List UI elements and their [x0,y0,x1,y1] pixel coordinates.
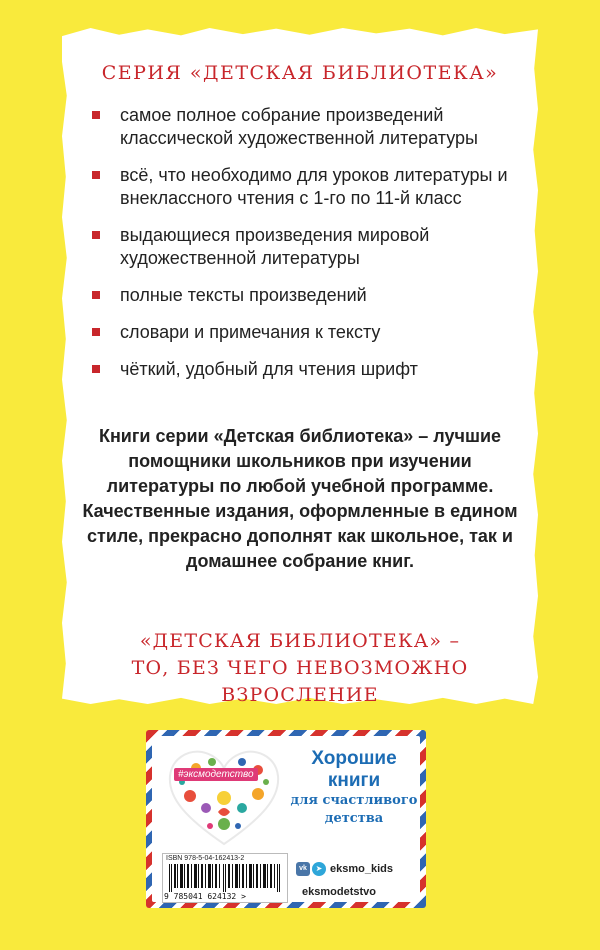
feature-text: самое полное собрание произведений классической художественной литературы [120,105,478,148]
list-item [92,104,522,150]
slogan-line: ТО, БЕЗ ЧЕГО НЕВОЗМОЖНО ВЗРОСЛЕНИЕ [131,657,469,706]
feature-list [92,104,522,395]
bullet-icon [92,171,100,179]
publisher-card [146,730,426,908]
isbn-text: ISBN 978-5-04-162413-2 [166,855,245,862]
card-slogan-line: детства [324,811,384,826]
feature-text: всё, что необходимо для уроков литературы и внеклассного чтения с 1-го по 11-й класс [120,165,508,208]
bullet-icon [92,111,100,119]
feature-text: полные тексты произведений [120,285,367,305]
telegram-icon: ➤ [312,862,326,876]
isbn-barcode [162,853,288,903]
hashtag-label: #эксмодетство [174,768,258,781]
list-item [92,224,522,270]
bullet-icon [92,231,100,239]
heart-icon [166,748,282,848]
bullet-icon [92,328,100,336]
vk-icon: vk [296,862,310,876]
social-links [296,862,393,876]
social-handle: eksmo_kids [330,862,393,875]
series-title: СЕРИЯ «ДЕТСКАЯ БИБЛИОТЕКА» [101,62,499,84]
list-item [92,358,522,381]
barcode-digits: 9 785041 624132 > [164,892,246,901]
bullet-icon [92,291,100,299]
list-item [92,284,522,307]
feature-text: чёткий, удобный для чтения шрифт [120,359,418,379]
list-item [92,164,522,210]
card-slogan-line: книги [327,770,381,791]
card-slogan-line: для счастливого [290,793,418,808]
barcode-icon [167,864,283,892]
list-item [92,321,522,344]
card-slogan-line: Хорошие [311,748,397,769]
site-name: eksmodetstvo [302,886,376,898]
feature-text: выдающиеся произведения мировой художественной литературы [120,225,430,268]
bullet-icon [92,365,100,373]
card-slogan [290,748,418,828]
slogan [62,628,538,709]
card-inner [152,736,420,902]
feature-text: словари и примечания к тексту [120,322,381,342]
description: Книги серии «Детская библиотека» – лучшие помощники школьников при изучении литературы по любой учебной программе. Качественные издания, оформленные в едином стиле, прекрасно дополнят как школьное, так и домашнее собрание книг. [82,426,518,571]
slogan-line: «ДЕТСКАЯ БИБЛИОТЕКА» – [139,630,461,652]
